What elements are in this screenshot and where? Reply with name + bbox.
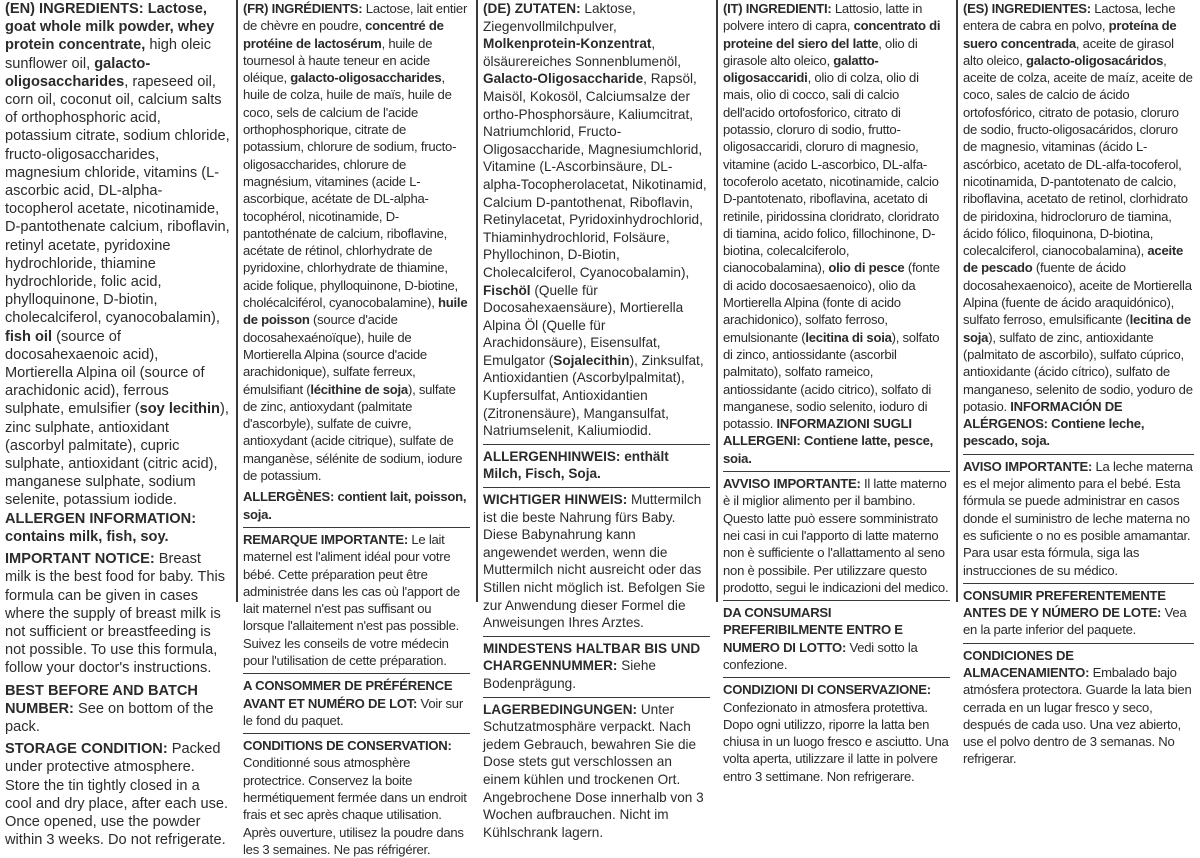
best-before-it: [723, 604, 950, 673]
divider: [963, 454, 1194, 455]
bold-text-run: concentré de protéine de lactosérum: [243, 18, 444, 51]
bold-text-run: proteína de suero concentrada: [963, 18, 1177, 51]
bold-text-run: ALLERGENHINWEIS: enthält Milch, Fisch, Soja.: [483, 448, 669, 482]
text-run: (source of docosahexaenoic acid), Mortierella Alpina oil (source of arachidonic acid), ferrous sulphate, emulsifier (: [5, 328, 205, 418]
text-run: Laktose, Ziegenvollmilchpulver,: [483, 1, 636, 34]
text-run: Siehe Bodenprägung.: [483, 658, 656, 691]
text-run: ), Zinksulfat, Antioxidantien (Ascorbylpalmitat), Kupfersulfat, Antioxidantien (Zitronensäure), Mangansulfat, Natriumselenit, Kaliumiodid.: [483, 352, 704, 439]
bold-text-run: ALLERGÈNES: contient lait, poisson, soja.: [243, 489, 467, 522]
text-run: , aceite de girasol alto oleico,: [963, 35, 1174, 68]
text-run: La leche materna es el mejor alimento para el bebé. Esta fórmula se puede administrar en casos donde el suministro de leche materna no es suficiente o no es posible amamantar. Para usar esta fórmula, siga las instrucciones de su médico.: [963, 458, 1193, 578]
bold-text-run: Galacto-Oligosaccharide: [483, 71, 644, 87]
text-run: Unter Schutzatmosphäre verpackt. Nach jedem Gebrauch, bewahren Sie die Dose stets gut verschlossen an einem kühlen und trockenen Ort. Angebrochene Dose innerhalb von 3 Wochen aufbrauchen. Nicht im Kühlschrank lagern.: [483, 701, 704, 840]
text-run: , huile de tournesol à haute teneur en acide oléique,: [243, 35, 433, 86]
column-english: [0, 0, 238, 849]
text-run: Confezionato in atmosfera protettiva. Dopo ogni utilizzo, riporre la latta ben chiusa in un luogo fresco e asciutto. Una volta aperta, utilizzare il latte in polvere entro 3 settimane. Non refrigerare.: [723, 699, 949, 784]
text-run: Packed under protective atmosphere. Store the tin tightly closed in a cool and dry place, after each use. Once opened, use the powder within 3 weeks. Do not refrigerate.: [5, 741, 229, 849]
text-run: Lactosa, leche entera de cabra en polvo,: [963, 1, 1176, 34]
bold-text-run: galacto-oligosacáridos: [1026, 52, 1164, 68]
column-german: [478, 0, 718, 840]
bold-text-run: galacto-oligosaccharides: [5, 55, 151, 90]
bold-text-run: fish oil: [5, 328, 53, 345]
text-run: Muttermilch ist die beste Nahrung fürs Baby. Diese Babynahrung kann angewendet werden, wenn die Muttermilch nicht ausreicht oder das Stillen nicht möglich ist. Befolgen Sie zur Anwendung dieser Formel die Anweisungen Ihres Arztes.: [483, 492, 706, 631]
text-run: Lattosio, latte in polvere intero di capra,: [723, 1, 923, 34]
bold-text-run: DA CONSUMARSI PREFERIBILMENTE ENTRO E NUMERO DI LOTTO:: [723, 605, 903, 655]
column-spanish: [958, 0, 1200, 767]
text-run: ), sulfato de zinc, antioxidante (palmitato de ascorbilo), sulfato cúprico, antioxidante (ácido cítrico), sulfato de manganeso, selenito de sodio, yoduro de potasio.: [963, 329, 1193, 414]
divider: [483, 697, 710, 698]
bold-text-run: REMARQUE IMPORTANTE:: [243, 531, 408, 547]
bold-text-run: lecitina de soja: [963, 312, 1191, 345]
divider: [243, 733, 470, 734]
text-run: See on bottom of the pack.: [5, 700, 214, 735]
bold-text-run: Fischöl: [483, 282, 531, 298]
text-run: Vea en la parte inferior del paquete.: [963, 605, 1187, 638]
text-run: (fonte di acido docosaesaenoico), olio da Mortierella Alpina (fonte di acido arachidonico), solfato ferroso, emulsionante (: [723, 260, 940, 345]
ingredients-fr: [243, 0, 470, 484]
ingredients-es: [963, 0, 1194, 450]
bold-text-run: (DE) ZUTATEN:: [483, 1, 581, 16]
column-italian: [718, 0, 958, 784]
text-run: , Rapsöl, Maisöl, Kokosöl, Calciumsalze der ortho-Phosphorsäure, Kaliumcitrat, Natriumchlorid, Fructo-Oligosaccharide, Magnesiumchlorid, Vitamine (L-Ascorbinsäure, DL-alpha-Tocopherolacetat, Nikotinamid, Calcium D-pantothenat, Riboflavin, Retinylacetat, Pyridoxinhydrochlorid, Thiaminhydrochlorid, Folsäure, Phyllochinon, D-Biotin, Cholecalciferol, Cyanocobalamin),: [483, 71, 707, 280]
storage-de: [483, 701, 710, 842]
text-run: , rapeseed oil, corn oil, coconut oil, calcium salts of orthophosphoric acid, potassium citrate, sodium chloride, fructo-oligosaccharides, magnesium chloride, vitamins (L-ascorbic acid, DL-alpha-tocopherol acetate, nicotinamide, D-pantothenate calcium, riboflavin, retinyl acetate, pyridoxine hydrochloride, thiamine hydrochloride, folic acid, phylloquinone, D-biotin, cholecalciferol, cyanocobalamin),: [5, 73, 230, 327]
bold-text-run: Sojalecithin: [553, 352, 630, 368]
text-run: Lactose, lait entier de chèvre en poudre,: [243, 1, 468, 34]
divider: [963, 583, 1194, 584]
important-notice-fr: [243, 531, 470, 669]
bold-text-run: lécithine de soja: [310, 381, 408, 397]
text-run: (fuente de ácido docosahexaenoico), aceite de Mortierella Alpina (fuente de ácido araquidónico), sulfato ferroso, emulsificante (: [963, 260, 1192, 328]
bold-text-run: IMPORTANT NOTICE:: [5, 551, 155, 568]
bold-text-run: CONDITIONS DE CONSERVATION:: [243, 738, 452, 754]
bold-text-run: INFORMAZIONI SUGLI ALLERGENI: Contiene latte, pesce, soia.: [723, 416, 934, 466]
bold-text-run: concentrato di proteine del siero del latte: [723, 18, 941, 51]
text-run: ), sulfate de zinc, antioxydant (palmitate d'ascorbyle), sulfate de cuivre, antioxydant (acide citrique), sulfate de manganèse, sélénite de sodium, iodure de potassium.: [243, 381, 463, 484]
best-before-de: [483, 640, 710, 693]
text-run: Le lait maternel est l'aliment idéal pour votre bébé. Cette préparation peut être administrée dans les cas où l'apport de lait maternel n'est pas suffisant ou lorsque l'allaitement n'est pas possible. Suivez les conseils de votre médecin pour l'utilisation de cette préparation.: [243, 531, 460, 668]
bold-text-run: INFORMACIÓN DE ALÉRGENOS: Contiene leche, pescado, soja.: [963, 398, 1145, 449]
allergen-fr: [243, 488, 470, 523]
divider: [723, 471, 950, 472]
bold-text-run: AVISO IMPORTANTE:: [963, 458, 1093, 474]
bold-text-run: MINDESTENS HALTBAR BIS UND CHARGENNUMMER:: [483, 640, 701, 674]
text-run: Conditionné sous atmosphère protectrice. Conservez la boite hermétiquement fermée dans un endroit frais et sec après chaque utilisation. Après ouverture, utilisez la poudre dans les 3 semaines. Ne pas réfrigérer.: [243, 755, 467, 857]
text-run: high oleic sunflower oil,: [5, 37, 212, 72]
bold-text-run: olio di pesce: [828, 260, 905, 276]
bold-text-run: (FR) INGRÉDIENTS:: [243, 1, 363, 16]
divider: [243, 673, 470, 674]
text-run: Breast milk is the best food for baby. This formula can be given in cases where the supply of breast milk is not sufficient or breastfeeding is not possible. To use this formula, follow your doctor's instructions.: [5, 551, 226, 677]
divider: [963, 643, 1194, 644]
bold-text-run: lecitina di soia: [805, 329, 892, 345]
bold-text-run: LAGERBEDINGUNGEN:: [483, 701, 638, 717]
allergen-de: [483, 448, 710, 483]
text-run: Il latte materno è il miglior alimento per il bambino. Questo latte può essere somministrato nei casi in cui l'apporto di latte materno non è sufficiente o l'allattamento al seno non è possibile. Per utilizzare questo prodotto, segui le indicazioni del medico.: [723, 476, 949, 595]
bold-text-run: (ES) INGREDIENTES:: [963, 1, 1091, 16]
text-run: Voir sur le fond du paquet.: [243, 695, 463, 728]
bold-text-run: BEST BEFORE AND BATCH NUMBER:: [5, 682, 198, 717]
bold-text-run: aceite de pescado: [963, 243, 1184, 276]
important-notice-it: [723, 475, 950, 596]
storage-en: [5, 740, 230, 849]
important-notice-de: [483, 491, 710, 632]
ingredients-en: [5, 0, 230, 546]
divider: [483, 636, 710, 637]
text-run: ), solfato di zinco, antiossidante (ascorbil palmitato), solfato rameico, antiossidante (acido citrico), solfato di manganese, sodio selenito, ioduro di potassio.: [723, 329, 940, 432]
best-before-en: [5, 682, 230, 737]
bold-text-run: soy lecithin: [139, 401, 220, 418]
important-notice-es: [963, 458, 1194, 579]
bold-text-run: galacto-oligosaccharides: [290, 70, 442, 86]
text-run: , olio di girasole alto oleico,: [723, 35, 918, 68]
bold-text-run: CONDIZIONI DI CONSERVAZIONE:: [723, 682, 931, 698]
best-before-es: [963, 587, 1194, 639]
bold-text-run: WICHTIGER HINWEIS:: [483, 492, 628, 508]
storage-es: [963, 647, 1194, 768]
bold-text-run: (EN) INGREDIENTS: Lactose, goat whole milk powder, whey protein concentrate,: [5, 1, 215, 54]
bold-text-run: (IT) INGREDIENTI:: [723, 1, 832, 16]
text-run: , ölsäurereiches Sonnenblumenöl,: [483, 36, 681, 69]
important-notice-en: [5, 550, 230, 677]
text-run: Embalado bajo atmósfera protectora. Guarde la lata bien cerrada en un lugar fresco y seco, después de cada uso. Una vez abierto, use el polvo dentro de 3 semanas. No refrigerar.: [963, 664, 1192, 767]
storage-fr: [243, 737, 470, 858]
bold-text-run: CONSUMIR PREFERENTEMENTE ANTES DE Y NÚMERO DE LOTE:: [963, 587, 1166, 621]
bold-text-run: ALLERGEN INFORMATION: contains milk, fish, soy.: [5, 510, 197, 545]
divider: [483, 487, 710, 488]
text-run: , aceite de colza, aceite de maíz, aceite de coco, sales de calcio de ácido ortofosfórico, citrato de potasio, cloruro de sodio, fructo-oligosacáridos, cloruro de magnesio, vitaminas (ácido L-ascórbico, acetato de DL-alfa-tocoferol, nicotinamida, D-pantotenato de calcio, riboflavina, acetato de retinol, clorhidrato de piridoxina, hidrocloruro de tiamina, ácido fólico, filoquinona, D-biotina, colecalciferol, cianocobalamina),: [963, 52, 1193, 259]
storage-it: [723, 681, 950, 785]
best-before-fr: [243, 677, 470, 729]
bold-text-run: CONDICIONES DE ALMACENAMIENTO:: [963, 647, 1090, 680]
column-french: [238, 0, 478, 857]
bold-text-run: Molkenprotein-Konzentrat: [483, 36, 652, 52]
text-run: Vedi sotto la confezione.: [723, 639, 918, 672]
bold-text-run: AVVISO IMPORTANTE:: [723, 476, 861, 492]
divider: [243, 527, 470, 528]
bold-text-run: A CONSOMMER DE PRÉFÉRENCE AVANT ET NUMÉRO DE LOT:: [243, 678, 453, 711]
divider: [483, 444, 710, 445]
bold-text-run: STORAGE CONDITION:: [5, 741, 168, 758]
bold-text-run: huile de poisson: [243, 295, 468, 328]
text-run: (Quelle für Docosahexaensäure), Mortierella Alpina Öl (Quelle für Arachidonsäure), Eisensulfat, Emulgator (: [483, 282, 684, 368]
ingredients-it: [723, 0, 950, 467]
text-run: (source d'acide docosahexaénoïque), huile de Mortierella Alpina (source d'acide arachidonique), sulfate ferreux, émulsifiant (: [243, 312, 427, 397]
bold-text-run: galatto-oligosaccaridi: [723, 52, 879, 86]
divider: [723, 677, 950, 678]
ingredients-de: [483, 0, 710, 440]
text-run: , huile de colza, huile de maïs, huile de coco, sels de calcium de l'acide orthophosphorique, citrate de potassium, chlorure de sodium, fructo-oligosaccharides, chlorure de magnésium, vitamines (acide L-ascorbique, acétate de DL-alpha-tocophérol, nicotinamide, D-pantothénate de calcium, riboflavine, acétate de rétinol, chlorhydrate de pyridoxine, chlorhydrate de thiamine, acide folique, phylloquinone, D-biotine, cholécalciférol, cyanocobalamine),: [243, 70, 458, 311]
text-run: , olio di colza, olio di mais, olio di cocco, sali di calcio dell'acido ortofosforico, citrato di potassio, cloruro di sodio, frutto-oligosaccaridi, cloruro di magnesio, vitamine (acido L-ascorbico, DL-alfa-tocoferolo acetato, nicotinamide, calcio D-pantotenato, riboflavina, acetato di retinile, piridossina cloridrato, cloridrato di tiamina, acido folico, fillochinone, D-biotina, colecalciferolo, cianocobalamina),: [723, 70, 940, 276]
divider: [723, 600, 950, 601]
text-run: ), zinc sulphate, antioxidant (ascorbyl palmitate), cupric sulphate, antioxidant (citric acid), manganese sulphate, sodium selenite, potassium iodide.: [5, 401, 229, 509]
